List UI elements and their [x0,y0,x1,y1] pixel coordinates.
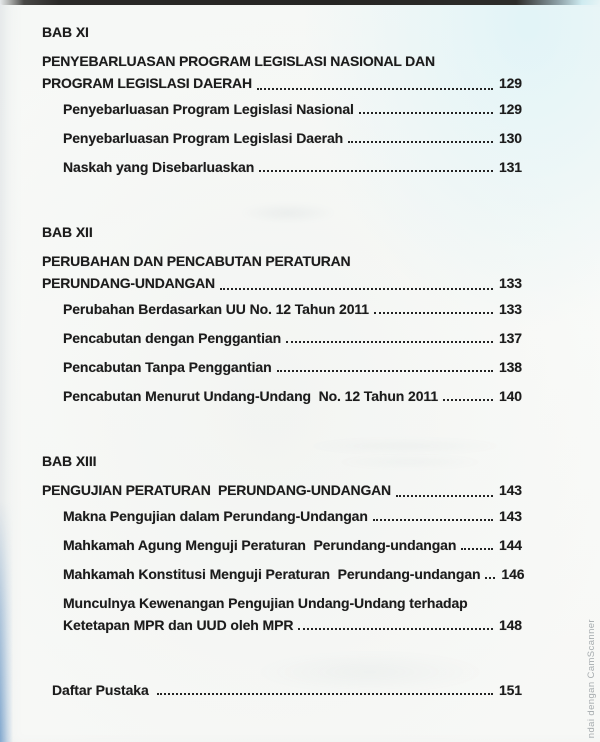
page-number: 143 [498,508,522,524]
dot-leader [259,170,493,172]
chapter-title [42,50,522,94]
toc-section-1 [42,24,522,176]
toc-entry-line: Munculnya Kewenangan Pengujian Undang-Undang terhadap [63,595,468,611]
toc-entry-row [63,130,522,147]
toc-entry-row [63,508,522,525]
toc-sections [42,24,525,634]
toc-entry [63,388,522,405]
toc-entry-label: Ketetapan MPR dan UUD oleh MPR [63,617,294,633]
chapter-label: BAB XIII [42,453,97,469]
toc-entry-row [63,101,522,118]
section-entries [63,301,522,405]
toc-entry [63,101,522,118]
toc-entry-label: Mahkamah Konstitusi Menguji Peraturan Perundang-undangan [63,566,481,582]
dot-leader [286,341,493,343]
toc-entry-label: PROGRAM LEGISLASI DAERAH [42,75,252,91]
toc-entry [63,508,522,525]
toc-entry [63,359,522,376]
toc-entry-label: Mahkamah Agung Menguji Peraturan Perundang-undangan [63,537,457,553]
toc-entry-label: Pencabutan Tanpa Penggantian [63,359,272,375]
dot-leader [443,399,493,401]
chapter-label: BAB XI [42,24,89,40]
page-number: 129 [498,75,522,91]
toc-entry [63,159,522,176]
page-number: 144 [498,537,522,553]
toc-entry [63,566,525,583]
dot-leader [277,370,493,372]
page-number: 138 [498,359,522,375]
page-number: 146 [501,566,525,582]
toc-entry-row [63,617,522,634]
toc-entry-label: PENGUJIAN PERATURAN PERUNDANG-UNDANGAN [42,482,391,498]
page-number: 143 [498,482,522,498]
chapter-title-row [42,72,522,94]
toc-entry [63,330,522,347]
chapter-title [42,250,522,294]
chapter-title-line: PERUBAHAN DAN PENCABUTAN PERATURAN [42,253,351,269]
section-entries [63,101,522,176]
book-spine-edge [0,502,13,742]
chapter-label: BAB XII [42,224,93,240]
chapter-title-row [42,479,522,501]
dot-leader [396,495,493,497]
toc-entry-label: Pencabutan dengan Penggantian [63,330,282,346]
dot-leader [298,628,493,630]
toc-section-2 [42,224,522,405]
toc-entry-label: Makna Pengujian dalam Perundang-Undangan [63,508,368,524]
toc-entry-row [63,159,522,176]
toc-entry-label: Naskah yang Disebarluaskan [63,159,255,175]
camscanner-watermark: ndai dengan CamScanner [586,618,597,738]
page-number: 137 [498,330,522,346]
toc-entry-row [63,359,522,376]
dot-leader [373,519,493,521]
toc-entry-row [63,537,522,554]
toc-entry-row [63,566,525,583]
toc-entry-label: Penyebarluasan Program Legislasi Daerah [63,130,344,146]
dot-leader [359,112,493,114]
toc-entry-label: Penyebarluasan Program Legislasi Nasional [63,101,354,117]
page-number: 148 [498,617,522,633]
toc-entry-label: PERUNDANG-UNDANGAN [42,275,215,291]
page-number: 130 [498,130,522,146]
toc-entry [63,537,522,554]
dot-leader [257,88,493,90]
page-number: 129 [498,101,522,117]
page-number: 133 [498,301,522,317]
toc-entry-row [63,388,522,405]
toc-entry-label: Daftar Pustaka [52,682,153,698]
daftar-pustaka-row [52,682,522,699]
dot-leader [220,288,493,290]
chapter-title [42,479,522,501]
dot-leader [348,141,493,143]
dot-leader [374,312,493,314]
toc-entry-label: Pencabutan Menurut Undang-Undang No. 12 Tahun 2011 [63,388,439,404]
dot-leader [485,577,495,579]
dot-leader [157,693,493,695]
toc-section-3 [42,453,525,634]
dot-leader [461,548,493,550]
chapter-title-row [42,272,522,294]
page-number: 140 [498,388,522,404]
toc-entry [63,130,522,147]
scan-edge-top [0,0,600,5]
toc-entry-row [63,301,522,318]
page-number: 131 [498,159,522,175]
page-number: 151 [498,682,522,698]
toc-entry [63,301,522,318]
toc-entry-row [63,330,522,347]
section-entries [63,508,525,634]
chapter-title-line: PENYEBARLUASAN PROGRAM LEGISLASI NASIONAL DAN [42,53,435,69]
page-number: 133 [498,275,522,291]
toc-entry [63,595,522,634]
toc-entry-label: Perubahan Berdasarkan UU No. 12 Tahun 2011 [63,301,369,317]
table-of-contents [42,24,525,699]
